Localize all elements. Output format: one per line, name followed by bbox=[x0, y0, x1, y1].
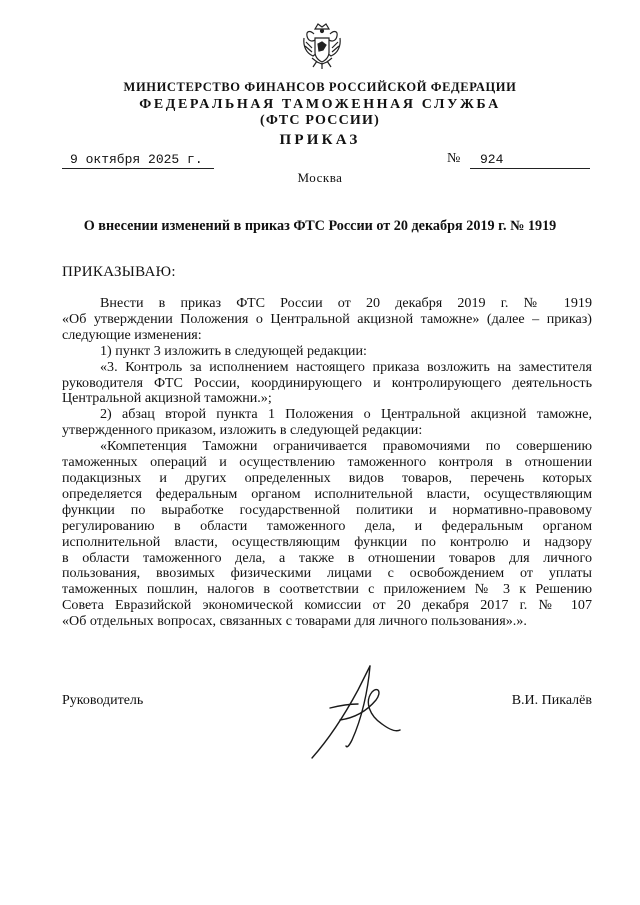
agency-short-name: (ФТС РОССИИ) bbox=[260, 113, 380, 128]
document-type: ПРИКАЗ bbox=[279, 132, 361, 148]
body-line: 2) абзац второй пункта 1 Положения о Центральной акцизной таможне, bbox=[100, 406, 592, 423]
body-line: подакцизных и других определенных видов товаров, перечень которых bbox=[62, 469, 592, 486]
body-line: таможенных пошлин, налогов в соответствии с приложением № 3 к Решению bbox=[62, 581, 592, 598]
document-body bbox=[62, 296, 592, 630]
order-number: 924 bbox=[470, 152, 590, 169]
body-line: «Об отдельных вопросах, связанных с товарами для личного пользования».». bbox=[62, 613, 527, 630]
signer-name: В.И. Пикалёв bbox=[511, 693, 592, 708]
document-title: О внесении изменений в приказ ФТС России от 20 декабря 2019 г. № 1919 bbox=[83, 218, 557, 234]
body-line: определяется федеральным органом исполнительной власти, осуществляющим bbox=[62, 485, 592, 502]
body-line: функции по выработке государственной политики и нормативно-правовому bbox=[62, 501, 592, 518]
signer-role: Руководитель bbox=[62, 693, 144, 708]
body-line: Совета Евразийской экономической комиссии от 20 декабря 2017 г. № 107 bbox=[62, 597, 592, 614]
order-date: 9 октября 2025 г. bbox=[62, 152, 214, 169]
body-line: утвержденного приказом, изложить в следующей редакции: bbox=[62, 422, 423, 439]
order-word: ПРИКАЗЫВАЮ: bbox=[62, 264, 176, 280]
russian-coat-of-arms-icon bbox=[300, 20, 344, 72]
city: Москва bbox=[297, 170, 343, 185]
agency-name: ФЕДЕРАЛЬНАЯ ТАМОЖЕННАЯ СЛУЖБА bbox=[139, 97, 501, 112]
body-line: «3. Контроль за исполнением настоящего приказа возложить на заместителя bbox=[100, 358, 592, 375]
body-line: «Об утверждении Положения о Центральной акцизной таможне» (далее – приказ) bbox=[62, 310, 592, 327]
body-line: Центральной акцизной таможни.»; bbox=[62, 390, 272, 407]
body-line: Внести в приказ ФТС России от 20 декабря 2019 г. № 1919 bbox=[100, 295, 592, 311]
ministry-name: МИНИСТЕРСТВО ФИНАНСОВ РОССИЙСКОЙ ФЕДЕРАЦИИ bbox=[123, 80, 517, 94]
body-line: в области таможенного дела, а также в отношении товаров для личного bbox=[62, 549, 592, 566]
body-line: таможенных операций и осуществлению таможенного контроля в отношении bbox=[62, 454, 592, 471]
body-line: исполнительной власти, осуществляющим функции по контролю и надзору bbox=[62, 533, 592, 550]
body-line: «Компетенция Таможни ограничивается правомочиями по совершению bbox=[100, 438, 592, 455]
body-line: руководителя ФТС России, координирующего и контролирующего деятельность bbox=[62, 374, 592, 391]
number-sign: № bbox=[447, 151, 461, 166]
body-line: пользования, ввозимых физическими лицами с освобождением от уплаты bbox=[62, 565, 592, 582]
body-line: следующие изменения: bbox=[62, 326, 202, 343]
body-line: регулированию в области таможенного дела, и федеральным органом bbox=[62, 517, 592, 534]
body-line: 1) пункт 3 изложить в следующей редакции: bbox=[100, 342, 367, 359]
handwritten-signature-icon bbox=[300, 660, 410, 770]
